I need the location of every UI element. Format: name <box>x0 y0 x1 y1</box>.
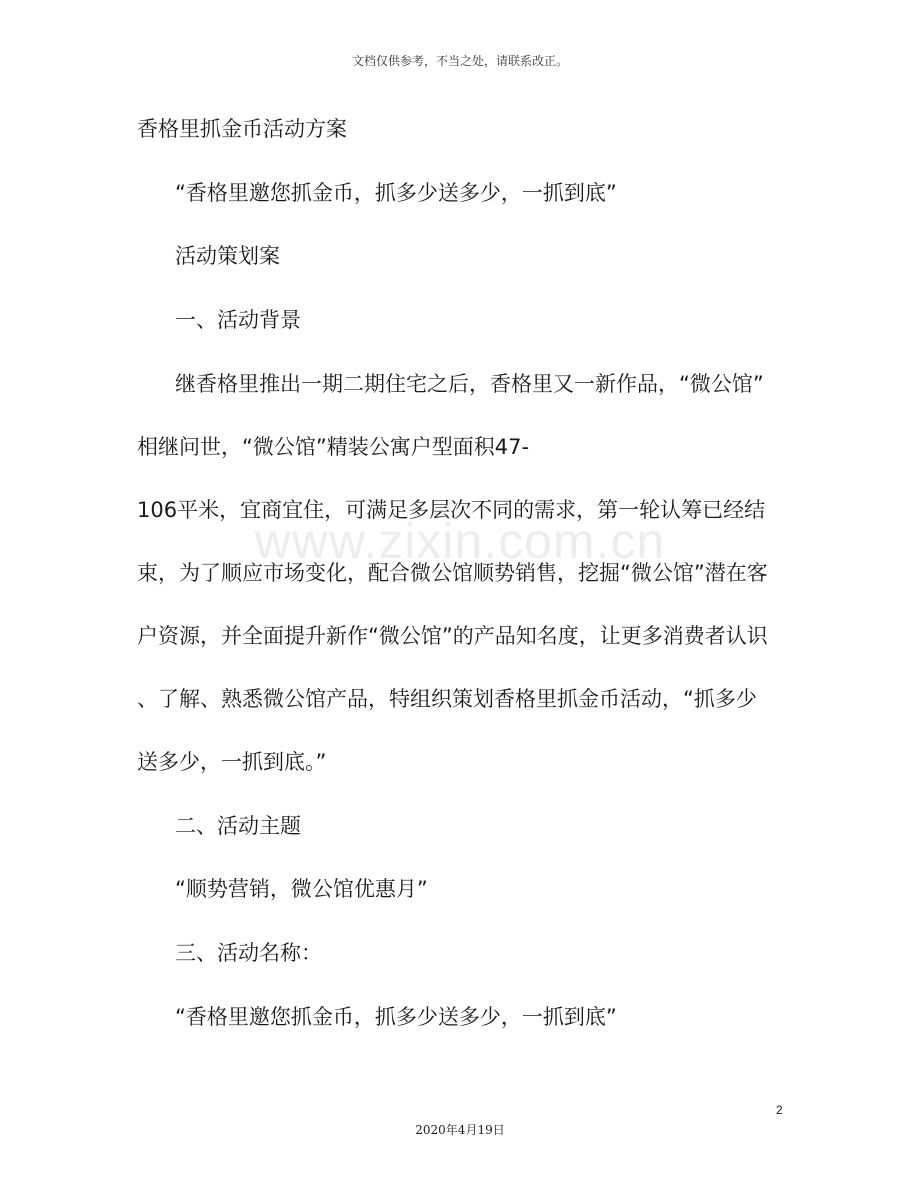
paragraph-line: 继香格里推出一期二期住宅之后，香格里又一新作品，“微公馆” <box>175 372 764 396</box>
subtitle: 活动策划案 <box>175 244 280 268</box>
footer-date: 2020年4月19日 <box>415 1123 505 1137</box>
name-content: “香格里邀您抓金币，抓多少送多少，一抓到底” <box>175 1005 617 1029</box>
paragraph-line: 送多少，一抓到底。” <box>137 750 327 774</box>
paragraph-line: 相继问世，“微公馆”精装公寓户型面积47- <box>137 435 530 459</box>
page-number: 2 <box>776 1103 783 1117</box>
watermark: www.zixin.com.cn <box>254 513 666 569</box>
paragraph-line: 束，为了顺应市场变化，配合微公馆顺势销售，挖掘“微公馆”潜在客 <box>137 561 768 585</box>
header-disclaimer: 文档仅供参考，不当之处，请联系改正。 <box>351 54 568 68</box>
section-heading-name: 三、活动名称： <box>175 941 322 965</box>
section-heading-theme: 二、活动主题 <box>175 814 301 838</box>
document-title: 香格里抓金币活动方案 <box>137 117 347 141</box>
theme-content: “顺势营销，微公馆优惠月” <box>175 877 428 901</box>
paragraph-line: 106平米，宜商宜住，可满足多层次不同的需求，第一轮认筹已经结 <box>137 498 766 522</box>
paragraph-line: 户资源，并全面提升新作“微公馆”的产品知名度，让更多消费者认识 <box>137 624 768 648</box>
paragraph-line: 、了解、熟悉微公馆产品，特组织策划香格里抓金币活动，“抓多少 <box>137 687 757 711</box>
slogan: “香格里邀您抓金币，抓多少送多少，一抓到底” <box>175 181 617 205</box>
section-heading-background: 一、活动背景 <box>175 308 301 332</box>
